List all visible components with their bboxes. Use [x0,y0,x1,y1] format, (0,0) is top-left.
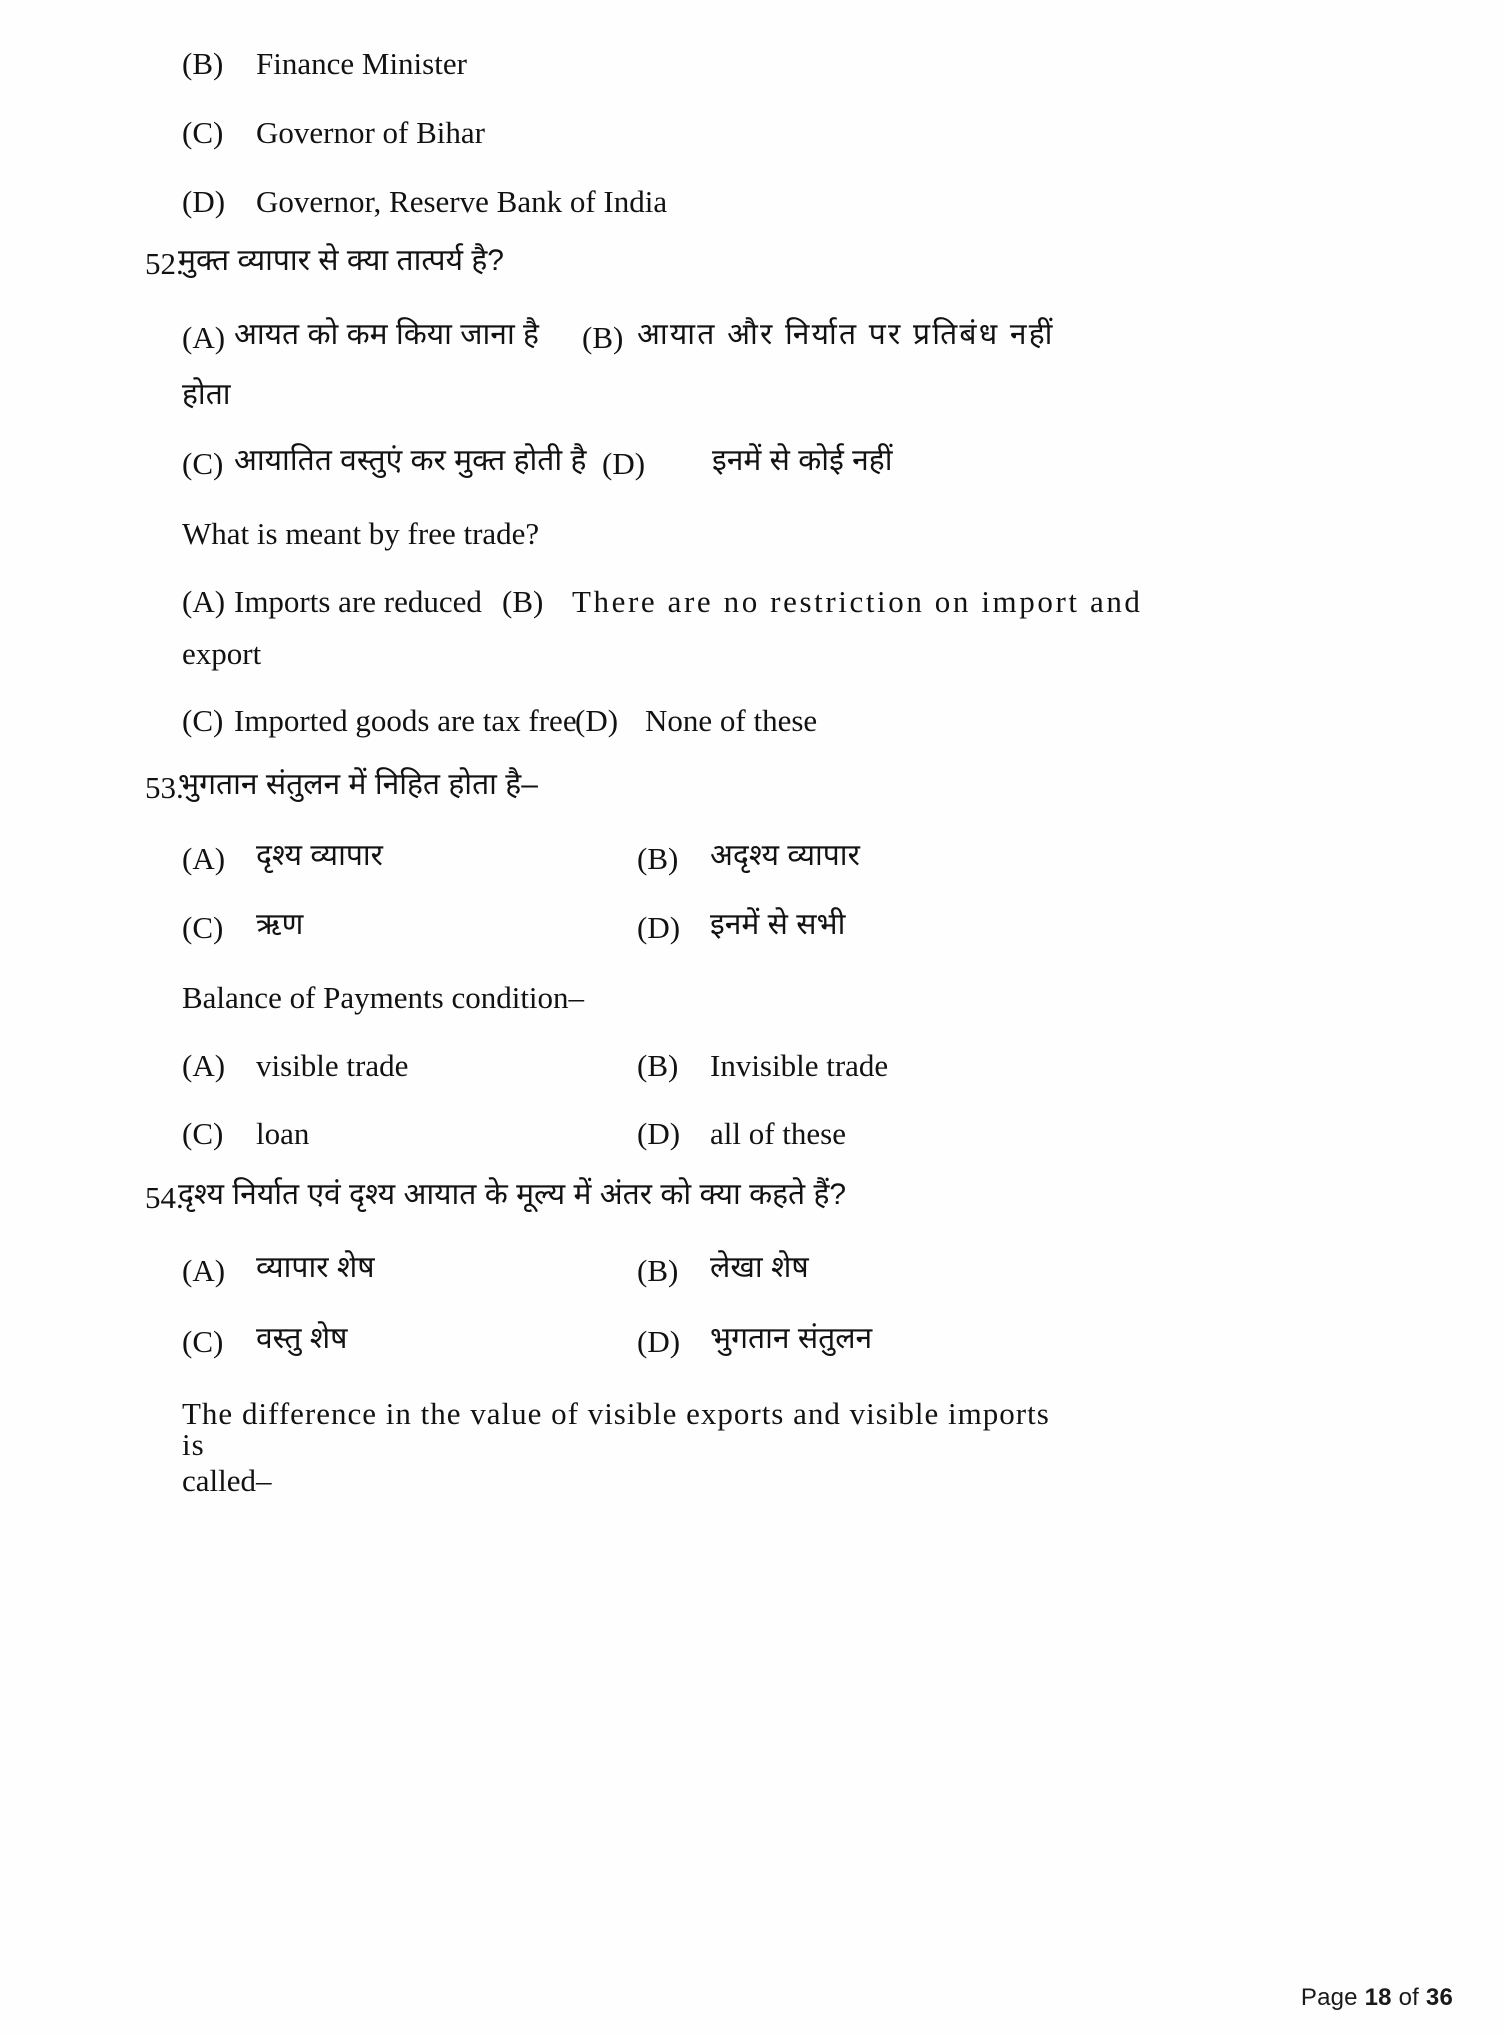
option-text: Finance Minister [256,46,467,81]
option-tag: (A) [182,1253,226,1288]
footer-total-pages: 36 [1425,1984,1453,2011]
question-52-english-option-b-continuation [182,638,1397,669]
option-tag: (D) [637,910,681,945]
option-tag: (D) [637,1116,681,1151]
option-tag: (B) [637,1048,679,1083]
option-text-hindi: आयत को कम किया जाना है [234,318,539,351]
option-text-hindi: व्यापार शेष [256,1251,375,1284]
question-text-hindi: मुक्त व्यापार से क्या तात्पर्य है? [178,244,504,277]
footer-middle: of [1398,1984,1420,2011]
option-tag: (A) [182,584,226,619]
option-text: Governor, Reserve Bank of India [256,184,668,219]
option-text-hindi: आयात और निर्यात पर प्रतिबंध नहीं [637,318,1055,351]
option-tag: (C) [182,1324,224,1359]
question-number: 52. [145,246,184,281]
option-text-hindi: ऋण [256,908,304,941]
option-text-hindi: दृश्य व्यापार [256,839,383,872]
question-text-english-wrap: called– [182,1463,272,1498]
option-text-english: There are no restriction on import and [572,584,1143,619]
question-text-hindi: दृश्य निर्यात एवं दृश्य आयात के मूल्य में अंतर को क्या कहते हैं? [178,1178,847,1211]
question-text-english: The difference in the value of visible exports and visible imports is [182,1396,1050,1462]
option-text-english: Imports are reduced [234,584,482,619]
question-number: 53. [145,770,184,805]
option-tag: (D) [602,446,646,481]
option-tag: (A) [182,841,226,876]
option-text-hindi: वस्तु शेष [256,1322,348,1355]
option-text-hindi: इनमें से सभी [710,908,846,941]
option-tag: (A) [182,1048,226,1083]
option-text: Governor of Bihar [256,115,485,150]
option-tag: (B) [637,841,679,876]
option-text-english: all of these [710,1116,847,1151]
option-tag: (D) [182,184,226,219]
question-text-english: Balance of Payments condition– [182,980,585,1015]
footer-prefix: Page [1300,1984,1358,2011]
option-tag: (C) [182,703,224,738]
question-54-english-text-line-2 [182,1465,1397,1496]
option-tag: (B) [182,46,224,81]
option-tag: (C) [182,446,224,481]
option-tag: (C) [182,910,224,945]
option-text-hindi: इनमें से कोई नहीं [712,444,893,477]
question-text-hindi: भुगतान संतुलन में निहित होता है– [178,768,538,801]
option-tag: (B) [637,1253,679,1288]
option-text-english: visible trade [256,1048,409,1083]
option-tag: (A) [182,320,226,355]
option-tag: (D) [637,1324,681,1359]
footer-current-page: 18 [1364,1984,1392,2011]
option-tag: (D) [575,703,619,738]
question-54-english-text-line-1 [182,1398,1062,1460]
option-text-hindi: लेखा शेष [710,1251,809,1284]
option-tag: (B) [502,584,544,619]
option-text-hindi-wrap: होता [182,378,231,411]
option-text-english: None of these [645,703,818,738]
option-text-hindi: अदृश्य व्यापार [710,839,860,872]
option-text-hindi: भुगतान संतुलन [710,1322,873,1355]
option-text-english: Invisible trade [710,1048,889,1083]
question-53-english-text [182,982,1397,1013]
question-number: 54. [145,1180,184,1215]
option-tag: (B) [582,320,624,355]
option-text-english: Imported goods are tax free [234,703,577,738]
page-footer [1301,1984,1453,2012]
question-52-english-text [182,518,1397,549]
question-52-hindi-option-b-continuation [182,378,1397,410]
option-tag: (C) [182,115,224,150]
option-text-english: loan [256,1116,310,1151]
option-text-english-wrap: export [182,636,262,671]
option-tag: (C) [182,1116,224,1151]
option-text-hindi: आयातित वस्तुएं कर मुक्त होती है [234,444,587,477]
question-text-english: What is meant by free trade? [182,516,540,551]
